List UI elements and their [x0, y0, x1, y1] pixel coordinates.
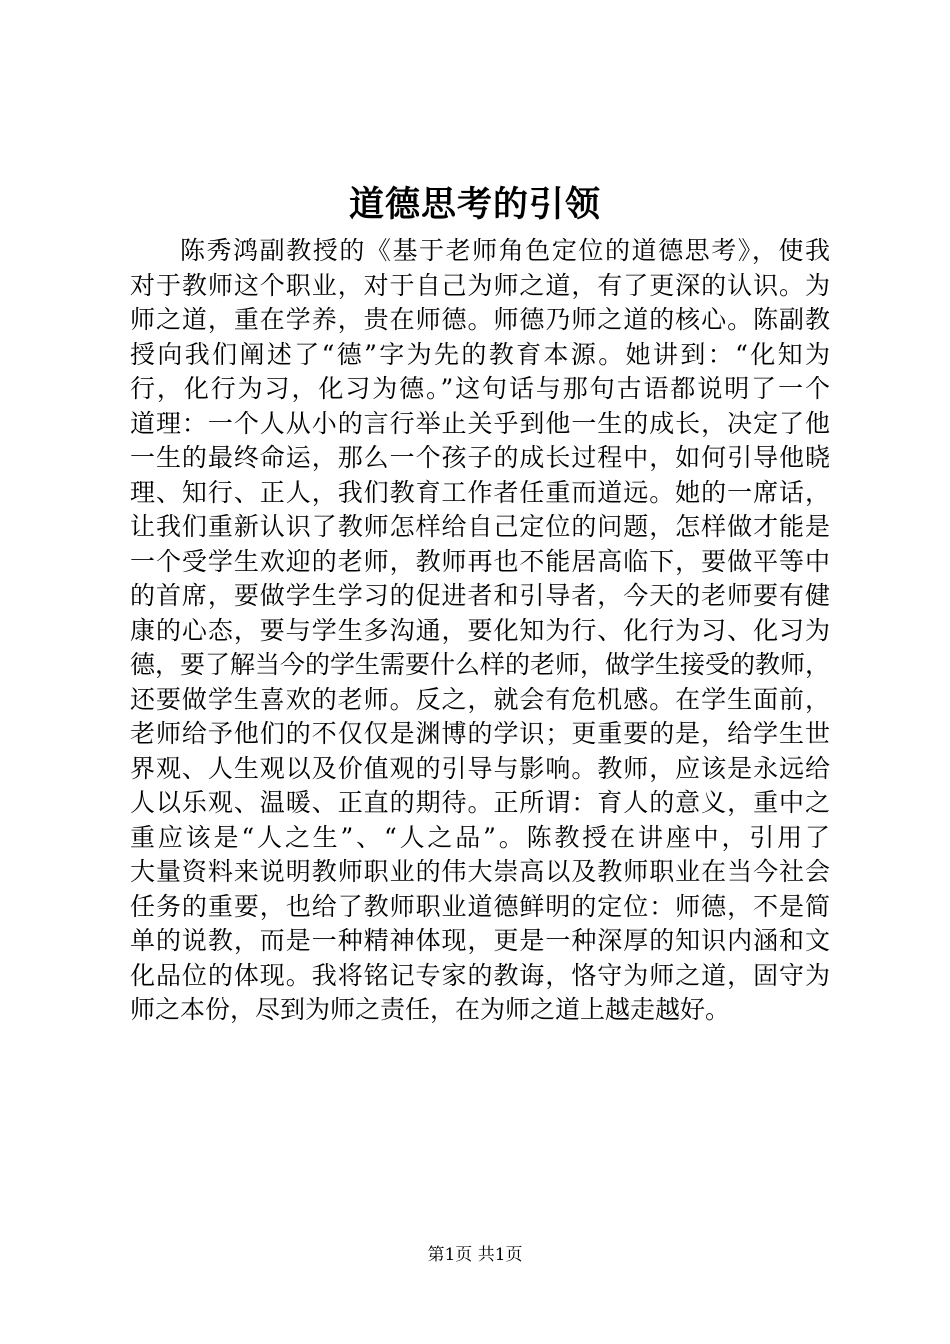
body-line: 大量资料来说明教师职业的伟大崇高以及教师职业在当今社会: [130, 857, 830, 886]
body-line: 对于教师这个职业，对于自己为师之道，有了更深的认识。为: [130, 270, 830, 300]
body-line: 老师给予他们的不仅仅是渊博的学识；更重要的是，给学生世: [130, 719, 830, 748]
body-line: 行，化行为习，化习为德。”这句话与那句古语都说明了一个: [130, 374, 830, 403]
body-line: 界观、人生观以及价值观的引导与影响。教师，应该是永远给: [130, 753, 830, 783]
body-line: 康的心态，要与学生多沟通，要化知为行、化行为习、化习为: [130, 615, 830, 645]
body-line: 一生的最终命运，那么一个孩子的成长过程中，如何引导他晓: [130, 443, 830, 472]
body-line: 任务的重要，也给了教师职业道德鲜明的定位：师德，不是简: [130, 891, 830, 921]
body-line: 让我们重新认识了教师怎样给自己定位的问题，怎样做才能是: [130, 512, 830, 541]
body-line: 一个受学生欢迎的老师，教师再也不能居高临下，要做平等中: [130, 546, 830, 576]
body-line: 单的说教，而是一种精神体现，更是一种深厚的知识内涵和文: [130, 926, 830, 955]
body-line: 德，要了解当今的学生需要什么样的老师，做学生接受的教师，: [130, 650, 831, 679]
body-line: 授向我们阐述了“德”字为先的教育本源。她讲到：“化知为: [130, 339, 830, 369]
body-line: 的首席，要做学生学习的促进者和引导者，今天的老师要有健: [130, 581, 830, 610]
body-line: 师之道，重在学养，贵在师德。师德乃师之道的核心。陈副教: [130, 305, 830, 334]
document-title: 道德思考的引领: [348, 184, 601, 225]
body-line: 还要做学生喜欢的老师。反之，就会有危机感。在学生面前，: [130, 684, 830, 714]
document-body: [130, 234, 830, 1028]
body-line: 道理：一个人从小的言行举止关乎到他一生的成长，决定了他: [130, 408, 830, 438]
page-footer: 第1页 共1页: [427, 1245, 523, 1265]
body-line: 陈秀鸿副教授的《基于老师角色定位的道德思考》，使我: [180, 236, 830, 265]
body-line: 人以乐观、温暖、正直的期待。正所谓：育人的意义，重中之: [130, 788, 830, 817]
body-line: 师之本份，尽到为师之责任，在为师之道上越走越好。: [130, 995, 731, 1024]
body-line: 化品位的体现。我将铭记专家的教诲，恪守为师之道，固守为: [130, 960, 830, 990]
body-line: 重应该是“人之生”、“人之品”。陈教授在讲座中，引用了: [130, 822, 830, 852]
body-line: 理、知行、正人，我们教育工作者任重而道远。她的一席话，: [130, 477, 830, 507]
